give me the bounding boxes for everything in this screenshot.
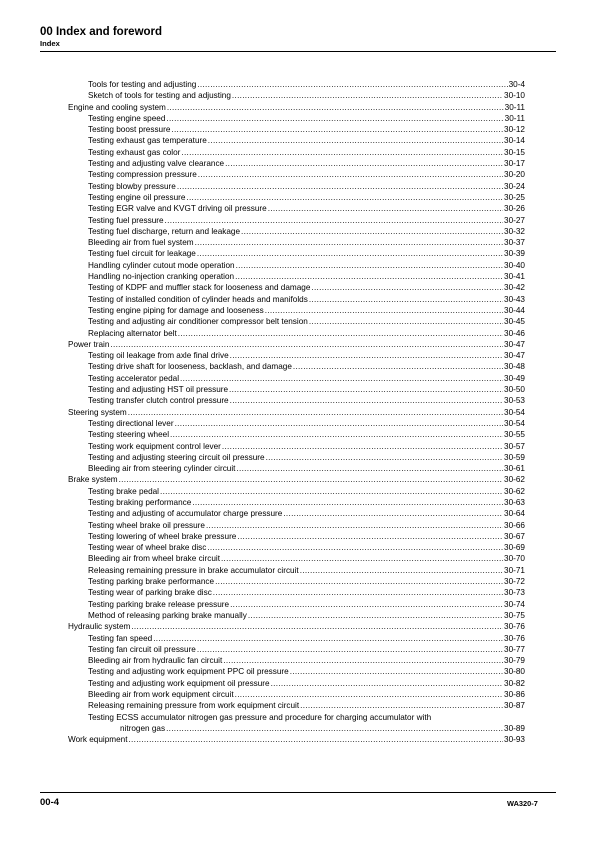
toc-entry-page: 30-62 — [504, 475, 525, 485]
dot-leader — [222, 441, 503, 452]
toc-section — [68, 407, 525, 418]
toc-entry — [68, 248, 525, 259]
toc-entry-page: 30-43 — [504, 294, 525, 304]
dot-leader — [170, 429, 503, 440]
toc-entry-page: 30-64 — [504, 509, 525, 519]
toc-entry — [68, 452, 525, 463]
toc-entry — [68, 531, 525, 542]
dot-leader — [309, 294, 503, 305]
toc-entry-title: Testing and adjusting HST oil pressure — [88, 385, 229, 395]
dot-leader — [197, 248, 503, 259]
toc-entry-title: Testing parking brake release pressure — [88, 599, 230, 609]
toc-entry — [68, 644, 525, 655]
dot-leader — [175, 418, 503, 429]
toc-entry-title: Testing of installed condition of cylinder heads and manifolds — [88, 294, 308, 304]
toc-entry-title: Testing of KDPF and muffler stack for looseness and damage — [88, 283, 311, 293]
section-title: 00 Index and foreword — [40, 26, 163, 38]
toc-entry — [68, 158, 525, 169]
dot-leader — [177, 181, 503, 192]
toc-entry-title: Testing drive shaft for looseness, backlash, and damage — [88, 362, 292, 372]
toc-entry-page: 30-47 — [504, 351, 525, 361]
toc-entry-page: 30-15 — [504, 147, 525, 157]
toc-entry — [68, 678, 525, 689]
toc-entry-title: Testing parking brake performance — [88, 577, 215, 587]
toc-entry — [68, 497, 525, 508]
dot-leader — [241, 226, 503, 237]
toc-entry — [68, 700, 525, 711]
toc-entry — [68, 508, 525, 519]
toc-entry-title: Handling cylinder cutout mode operation — [88, 260, 235, 270]
toc-entry-page: 30-61 — [504, 464, 525, 474]
toc-entry — [68, 384, 525, 395]
toc-entry-page: 30-32 — [504, 226, 525, 236]
toc-entry — [68, 587, 525, 598]
toc-entry — [68, 565, 525, 576]
toc-entry-title: Hydraulic system — [68, 622, 131, 632]
toc-entry — [68, 169, 525, 180]
toc-entry-title: Testing transfer clutch control pressure — [88, 396, 229, 406]
toc-entry — [68, 271, 525, 282]
toc-entry — [68, 192, 525, 203]
dot-leader — [283, 508, 503, 519]
toc-entry-title: Engine and cooling system — [68, 102, 166, 112]
toc-entry-title: Testing and adjusting valve clearance — [88, 159, 225, 169]
dot-leader — [300, 700, 503, 711]
toc-section — [68, 734, 525, 745]
toc-entry-title: Handling no-injection cranking operation — [88, 272, 235, 282]
toc-entry-title: Testing directional lever — [88, 418, 174, 428]
dot-leader — [268, 203, 503, 214]
toc-entry-title: Method of releasing parking brake manually — [88, 610, 247, 620]
toc-entry — [68, 350, 525, 361]
table-of-contents — [68, 79, 525, 746]
toc-entry — [68, 666, 525, 677]
toc-entry — [68, 633, 525, 644]
footer-divider — [40, 792, 556, 793]
dot-leader — [167, 102, 504, 113]
toc-entry-page: 30-49 — [504, 373, 525, 383]
dot-leader — [225, 158, 503, 169]
toc-entry-title: Replacing alternator belt — [88, 328, 177, 338]
toc-entry — [68, 294, 525, 305]
toc-entry-title: Bleeding air from work equipment circuit — [88, 690, 234, 700]
toc-entry — [68, 237, 525, 248]
toc-entry — [68, 124, 525, 135]
dot-leader — [237, 531, 503, 542]
dot-leader — [309, 316, 503, 327]
dot-leader — [248, 610, 503, 621]
dot-leader — [236, 463, 503, 474]
dot-leader — [235, 271, 503, 282]
toc-entry-page: 30-11 — [504, 102, 525, 112]
toc-entry-title: Testing exhaust gas color — [88, 147, 181, 157]
toc-entry-page: 30-40 — [504, 260, 525, 270]
toc-entry-title: Testing ECSS accumulator nitrogen gas pressure and procedure for charging accumulator with — [88, 712, 432, 722]
toc-entry-title: Testing and adjusting work equipment oil pressure — [88, 678, 270, 688]
dot-leader — [236, 260, 503, 271]
dot-leader — [300, 565, 503, 576]
toc-section — [68, 339, 525, 350]
toc-entry-title: Testing steering wheel — [88, 430, 170, 440]
toc-entry — [68, 203, 525, 214]
toc-entry — [68, 135, 525, 146]
toc-entry — [68, 226, 525, 237]
dot-leader — [131, 621, 503, 632]
toc-entry-page: 30-70 — [504, 554, 525, 564]
dot-leader — [290, 666, 503, 677]
dot-leader — [128, 734, 503, 745]
toc-entry-page: 30-80 — [504, 667, 525, 677]
toc-entry — [68, 316, 525, 327]
toc-entry — [68, 147, 525, 158]
toc-entry-title: Testing boost pressure — [88, 125, 171, 135]
toc-entry-title: Testing work equipment control lever — [88, 441, 221, 451]
toc-entry-title: Bleeding air from steering cylinder circuit — [88, 464, 236, 474]
toc-entry-page: 30-57 — [504, 441, 525, 451]
toc-entry-title: Testing fuel circuit for leakage — [88, 249, 196, 259]
toc-section — [68, 621, 525, 632]
toc-entry-title: Testing brake pedal — [88, 486, 160, 496]
toc-entry-title: Testing compression pressure — [88, 170, 197, 180]
toc-entry-page: 30-47 — [504, 339, 525, 349]
toc-entry-title: Testing fuel pressure — [88, 215, 164, 225]
toc-entry — [68, 305, 525, 316]
toc-entry-page: 30-54 — [504, 418, 525, 428]
dot-leader — [197, 79, 507, 90]
toc-entry-page: 30-53 — [504, 396, 525, 406]
toc-entry-page: 30-24 — [504, 181, 525, 191]
dot-leader — [180, 373, 503, 384]
toc-entry-page: 30-63 — [504, 497, 525, 507]
toc-entry — [68, 90, 525, 101]
toc-entry — [68, 181, 525, 192]
toc-entry-page: 30-79 — [504, 656, 525, 666]
toc-entry-page: 30-55 — [504, 430, 525, 440]
toc-entry-title: Testing lowering of wheel brake pressure — [88, 531, 237, 541]
toc-entry — [68, 712, 525, 735]
toc-entry — [68, 328, 525, 339]
header-divider — [40, 51, 556, 52]
toc-entry — [68, 463, 525, 474]
dot-leader — [110, 339, 503, 350]
toc-entry-page: 30-67 — [504, 531, 525, 541]
toc-entry-title: Testing and adjusting work equipment PPC oil pressure — [88, 667, 289, 677]
toc-entry-title: Testing and adjusting air conditioner compressor belt tension — [88, 317, 308, 327]
toc-entry-title: Tools for testing and adjusting — [88, 80, 197, 89]
toc-entry — [68, 610, 525, 621]
toc-entry-page: 30-77 — [504, 644, 525, 654]
toc-entry-page: 30-42 — [504, 283, 525, 293]
toc-entry-title: Testing fan circuit oil pressure — [88, 644, 196, 654]
toc-entry — [68, 395, 525, 406]
toc-entry — [68, 79, 525, 90]
dot-leader — [181, 147, 503, 158]
dot-leader — [165, 215, 504, 226]
toc-entry-page: 30-76 — [504, 622, 525, 632]
toc-section — [68, 474, 525, 485]
dot-leader — [198, 169, 503, 180]
toc-entry-title-continued: nitrogen gas — [120, 723, 166, 733]
toc-entry-page: 30-37 — [504, 238, 525, 248]
toc-entry-page: 30-74 — [504, 599, 525, 609]
toc-entry-page: 30-48 — [504, 362, 525, 372]
toc-entry-page: 30-45 — [504, 317, 525, 327]
toc-entry-title: Testing and adjusting of accumulator charge pressure — [88, 509, 283, 519]
toc-entry-title: Releasing remaining pressure in brake accumulator circuit — [88, 565, 299, 575]
toc-entry-page: 30-50 — [504, 385, 525, 395]
toc-entry-page: 30-76 — [504, 633, 525, 643]
dot-leader — [186, 192, 503, 203]
toc-entry — [68, 215, 525, 226]
toc-entry-page: 30-27 — [504, 215, 525, 225]
toc-entry-title: Bleeding air from hydraulic fan circuit — [88, 656, 223, 666]
toc-entry-title: Testing wear of parking brake disc — [88, 588, 212, 598]
dot-leader — [197, 644, 503, 655]
dot-leader — [230, 395, 503, 406]
toc-entry-title: Testing EGR valve and KVGT driving oil pressure — [88, 204, 267, 214]
dot-leader — [153, 633, 503, 644]
toc-entry — [68, 599, 525, 610]
model-number: WA320-7 — [507, 799, 538, 808]
toc-entry-page: 30-25 — [504, 192, 525, 202]
toc-entry-page: 30-82 — [504, 678, 525, 688]
dot-leader — [213, 587, 503, 598]
toc-entry-title: Testing fan speed — [88, 633, 153, 643]
dot-leader — [223, 655, 503, 666]
toc-entry — [68, 689, 525, 700]
toc-entry-title: Testing wear of wheel brake disc — [88, 543, 207, 553]
toc-entry-page: 30-11 — [504, 113, 525, 123]
toc-entry-title: Testing fuel discharge, return and leakage — [88, 226, 241, 236]
toc-entry-page: 30-41 — [504, 272, 525, 282]
page-number: 00-4 — [40, 797, 60, 808]
toc-entry-page: 30-66 — [504, 520, 525, 530]
dot-leader — [160, 486, 503, 497]
toc-entry-title: Testing braking performance — [88, 497, 192, 507]
toc-entry-title: Power train — [68, 339, 110, 349]
toc-entry — [68, 373, 525, 384]
toc-entry — [68, 553, 525, 564]
toc-entry-page: 30-4 — [508, 80, 525, 89]
toc-entry-page: 30-89 — [504, 723, 525, 733]
toc-entry-page: 30-54 — [504, 407, 525, 417]
toc-entry — [68, 576, 525, 587]
dot-leader — [271, 678, 503, 689]
toc-entry — [68, 486, 525, 497]
dot-leader — [221, 553, 503, 564]
dot-leader — [166, 723, 503, 734]
toc-entry-page: 30-17 — [504, 159, 525, 169]
toc-entry — [68, 282, 525, 293]
toc-entry — [68, 542, 525, 553]
toc-entry-page: 30-14 — [504, 136, 525, 146]
toc-entry-page: 30-87 — [504, 701, 525, 711]
toc-entry-page: 30-86 — [504, 690, 525, 700]
dot-leader — [166, 113, 503, 124]
toc-entry-page: 30-75 — [504, 610, 525, 620]
toc-entry-title: Testing wheel brake oil pressure — [88, 520, 205, 530]
toc-entry-title: Releasing remaining pressure from work equipment circuit — [88, 701, 300, 711]
dot-leader — [208, 135, 503, 146]
toc-entry-title: Bleeding air from wheel brake circuit — [88, 554, 220, 564]
dot-leader — [206, 520, 503, 531]
dot-leader — [215, 576, 503, 587]
toc-section — [68, 102, 525, 113]
dot-leader — [230, 599, 503, 610]
toc-entry-page: 30-20 — [504, 170, 525, 180]
dot-leader — [232, 90, 503, 101]
dot-leader — [178, 328, 503, 339]
dot-leader — [192, 497, 503, 508]
toc-entry-page: 30-12 — [504, 125, 525, 135]
toc-entry-title: Work equipment — [68, 735, 128, 745]
toc-entry-title: Brake system — [68, 475, 118, 485]
dot-leader — [230, 350, 503, 361]
toc-entry-title: Testing exhaust gas temperature — [88, 136, 207, 146]
dot-leader — [119, 474, 503, 485]
toc-entry-title: Testing engine speed — [88, 113, 166, 123]
toc-entry-page: 30-44 — [504, 305, 525, 315]
toc-entry — [68, 520, 525, 531]
dot-leader — [229, 384, 503, 395]
toc-entry-title: Testing and adjusting steering circuit oil pressure — [88, 452, 265, 462]
dot-leader — [266, 452, 503, 463]
dot-leader — [293, 361, 503, 372]
toc-entry-title: Bleeding air from fuel system — [88, 238, 194, 248]
toc-entry — [68, 655, 525, 666]
toc-entry — [68, 361, 525, 372]
toc-entry-page: 30-10 — [504, 91, 525, 101]
toc-entry-title: Testing accelerator pedal — [88, 373, 180, 383]
toc-entry — [68, 441, 525, 452]
toc-entry-page: 30-62 — [504, 486, 525, 496]
dot-leader — [235, 689, 503, 700]
toc-entry-title: Testing blowby pressure — [88, 181, 176, 191]
toc-entry — [68, 260, 525, 271]
dot-leader — [195, 237, 503, 248]
toc-entry-page: 30-71 — [504, 565, 525, 575]
toc-entry-page: 30-46 — [504, 328, 525, 338]
toc-entry-title: Sketch of tools for testing and adjusting — [88, 91, 231, 101]
toc-entry-page: 30-39 — [504, 249, 525, 259]
toc-entry-title: Testing engine piping for damage and looseness — [88, 305, 264, 315]
toc-entry-page: 30-93 — [504, 735, 525, 745]
toc-entry-page: 30-59 — [504, 452, 525, 462]
page-header — [40, 25, 556, 49]
toc-entry-title: Testing oil leakage from axle final drive — [88, 351, 229, 361]
toc-entry-title: Steering system — [68, 407, 127, 417]
toc-entry-page: 30-73 — [504, 588, 525, 598]
toc-entry — [68, 113, 525, 124]
toc-entry-page: 30-26 — [504, 204, 525, 214]
dot-leader — [207, 542, 503, 553]
toc-entry-title: Testing engine oil pressure — [88, 192, 186, 202]
dot-leader — [128, 407, 503, 418]
section-subtitle: Index — [40, 39, 60, 48]
toc-entry — [68, 418, 525, 429]
toc-entry-page: 30-69 — [504, 543, 525, 553]
toc-entry-page: 30-72 — [504, 577, 525, 587]
dot-leader — [311, 282, 503, 293]
toc-entry — [68, 429, 525, 440]
dot-leader — [265, 305, 503, 316]
dot-leader — [171, 124, 503, 135]
